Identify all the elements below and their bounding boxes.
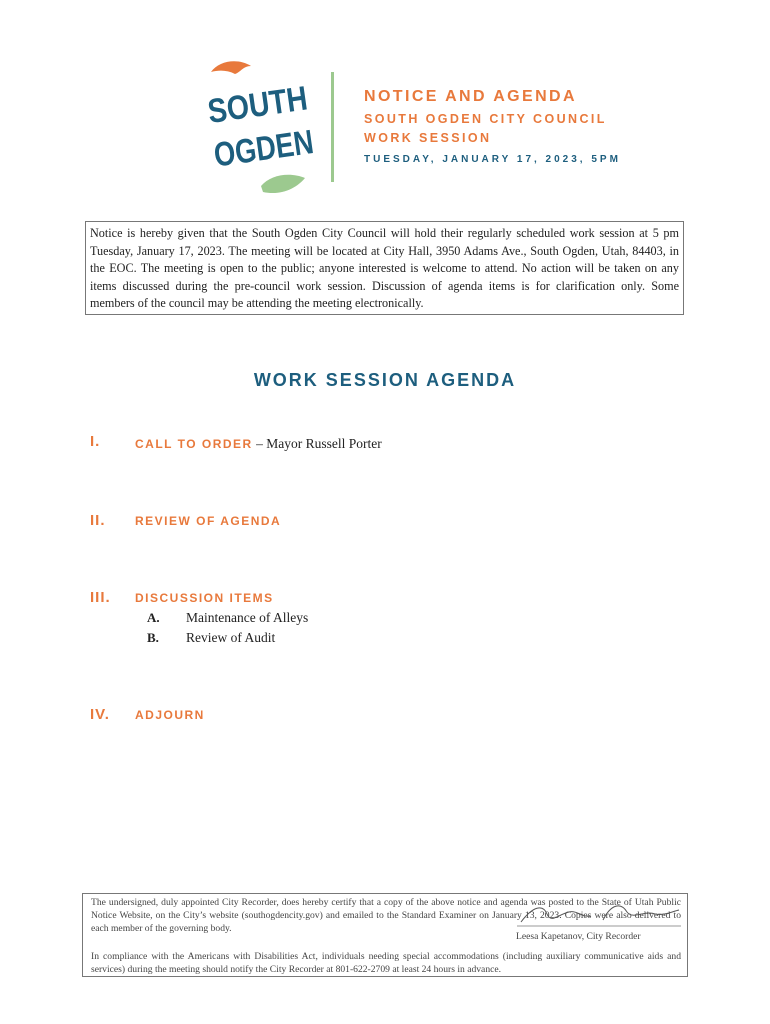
item-number: III. [90, 589, 111, 606]
item-number: I. [90, 433, 101, 450]
ada-notice: In compliance with the Americans with Disabilities Act, individuals needing special accommodations (including auxiliary communicative aids and services) during the meeting should notify the City Recorder at 801-622-2709 at least 24 hours in advance. [91, 951, 681, 975]
item-label: CALL TO ORDER [135, 437, 253, 451]
notice-text: Notice is hereby given that the South Ogden City Council will hold their regularly scheduled work session at 5 pm Tuesday, January 17, 2023. The meeting will be located at City Hall, 3950 Adams Ave., South Ogden, Utah, 84403, in the EOC. The meeting is open to the public; anyone interested is welcome to attend. No action will be taken on any items discussed during the pre-council work session. Discussion of agenda items is for clarification only. Some members of the council may be attending the meeting electronically. [90, 226, 679, 311]
sub-item-alleys: Maintenance of Alleys [186, 610, 309, 625]
recorder-signature [513, 896, 683, 930]
sub-item-letter: A. [147, 610, 160, 625]
orange-leaf-icon [211, 61, 251, 74]
agenda-item-call-to-order [135, 436, 382, 452]
green-leaf-icon [261, 175, 305, 193]
notice-title: NOTICE AND AGENDA [364, 88, 577, 105]
item-number: II. [90, 512, 106, 529]
recorder-name: Leesa Kapetanov, City Recorder [516, 931, 641, 942]
certification-text: The undersigned, duly appointed City Recorder, does hereby certify that a copy of the above notice and agenda was posted to the State of Utah Public Notice Website, on the City’s website (southogdencity.gov) and emailed to the Standard Examiner on January 13, 2023. Copies were also delivered to each member of the governing body. [91, 897, 681, 934]
item-number: IV. [90, 706, 110, 723]
session-type: WORK SESSION [364, 131, 492, 145]
certification-box [82, 893, 688, 977]
south-ogden-logo [205, 60, 341, 200]
meeting-date: TUESDAY, JANUARY 17, 2023, 5PM [364, 154, 621, 165]
agenda-title: WORK SESSION AGENDA [253, 370, 517, 390]
header-divider [331, 72, 334, 182]
logo-line-2: OGDEN [211, 119, 341, 175]
agenda-item-discussion: DISCUSSION ITEMS [135, 591, 274, 605]
logo-line-1: SOUTH [205, 76, 329, 132]
agenda-item-review: REVIEW OF AGENDA [135, 514, 282, 528]
agenda-item-adjourn: ADJOURN [135, 708, 205, 722]
sub-item-letter: B. [147, 630, 159, 645]
council-name: SOUTH OGDEN CITY COUNCIL [364, 112, 607, 126]
sub-item-audit: Review of Audit [186, 630, 276, 645]
item-presenter: – Mayor Russell Porter [252, 436, 382, 451]
notice-box [85, 221, 684, 315]
